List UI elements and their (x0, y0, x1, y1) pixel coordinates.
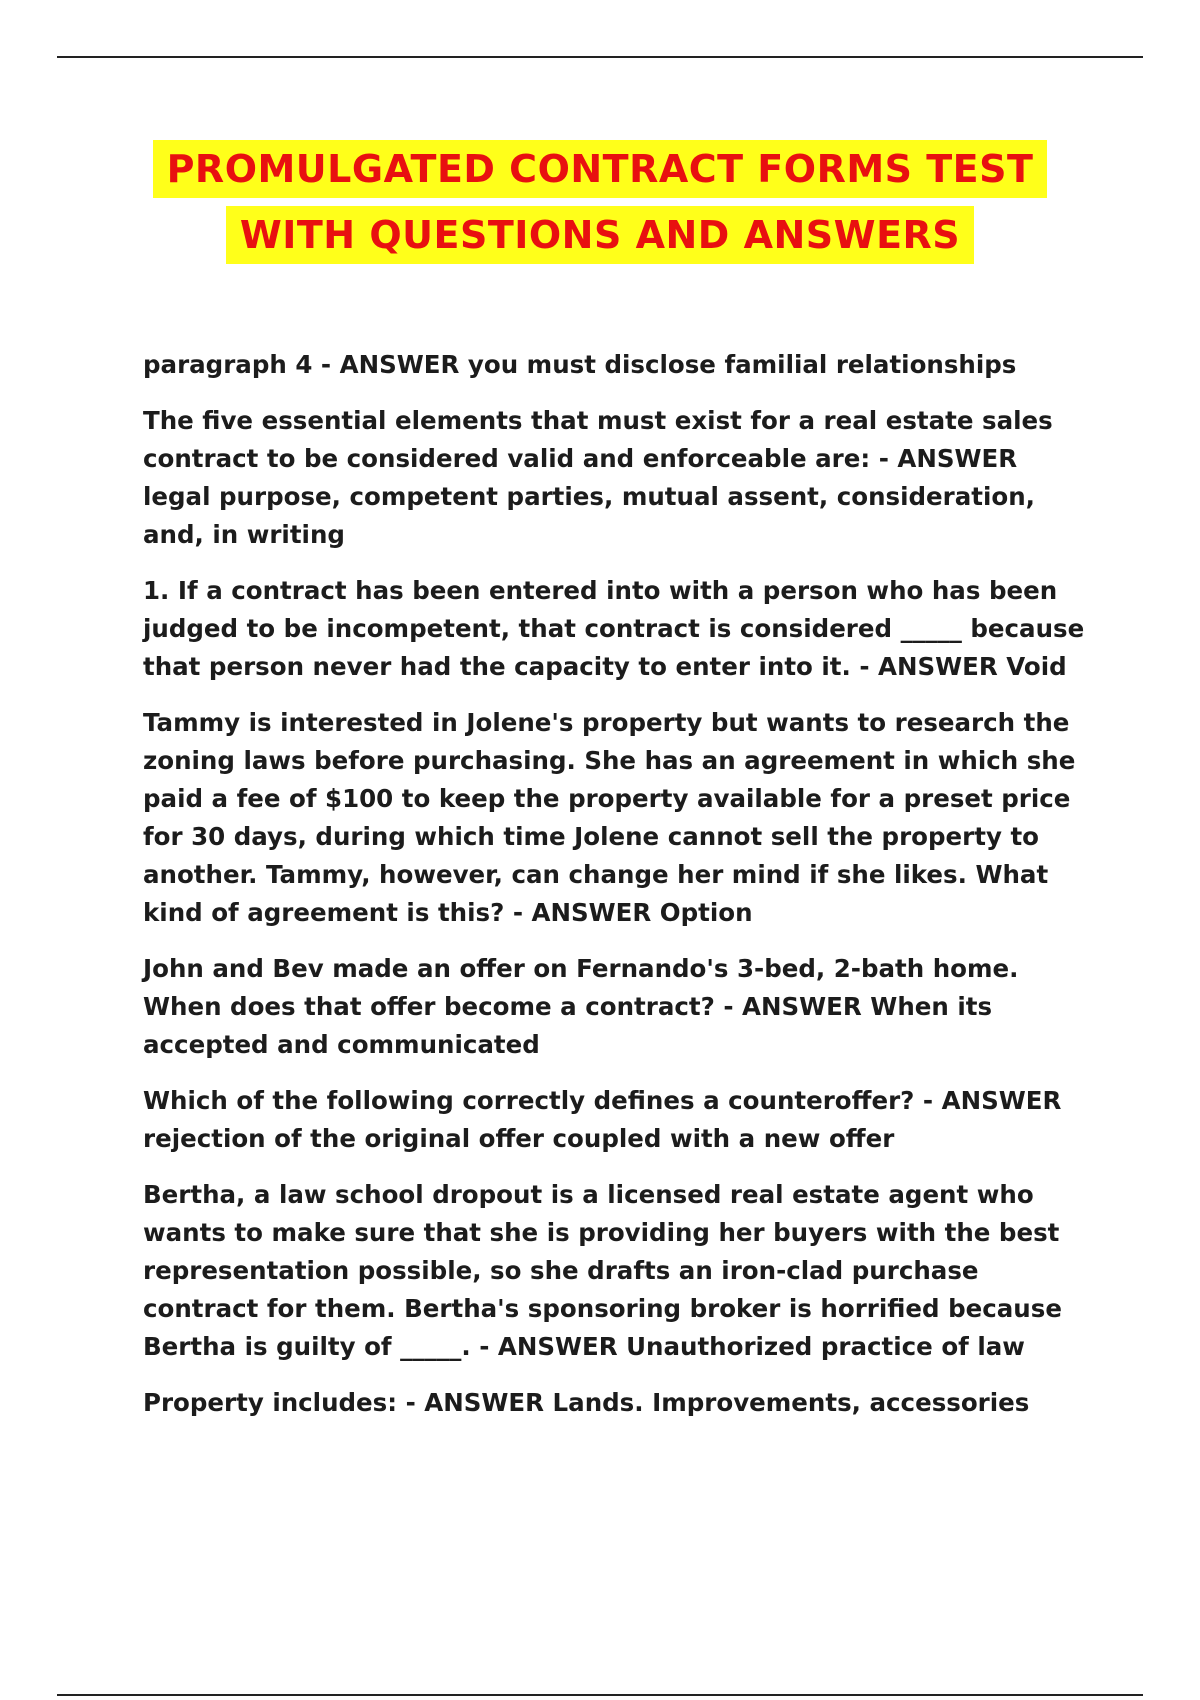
qa-item: Bertha, a law school dropout is a licensed real estate agent who wants to make sure that she is providing her buyers with the best representation possible, so she drafts an iron-clad purchase contract for them. Bertha's sponsoring broker is horrified because Bertha is guilty of _____. - ANSWER Unauthorized practice of law (143, 1180, 1062, 1361)
qa-item: John and Bev made an offer on Fernando's 3-bed, 2-bath home. When does that offer become a contract? - ANSWER When its accepted and communicated (143, 954, 1019, 1059)
qa-item: Property includes: - ANSWER Lands. Improvements, accessories (143, 1388, 1030, 1417)
title-line-2: WITH QUESTIONS AND ANSWERS (226, 206, 974, 264)
qa-list (143, 346, 1093, 1440)
document-title (0, 140, 1200, 264)
qa-item: paragraph 4 - ANSWER you must disclose familial relationships (143, 350, 1017, 379)
bottom-rule (57, 1694, 1143, 1696)
qa-item: The five essential elements that must exist for a real estate sales contract to be considered valid and enforceable are: - ANSWER legal purpose, competent parties, mutual assent, consideration, and, in writing (143, 406, 1053, 549)
top-rule (57, 56, 1143, 58)
title-line-1: PROMULGATED CONTRACT FORMS TEST (153, 140, 1048, 198)
qa-item: 1. If a contract has been entered into with a person who has been judged to be incompetent, that contract is considered _____ because that person never had the capacity to enter into it. - ANSWER Void (143, 576, 1085, 681)
qa-item: Which of the following correctly defines a counteroffer? - ANSWER rejection of the original offer coupled with a new offer (143, 1086, 1062, 1153)
qa-item: Tammy is interested in Jolene's property but wants to research the zoning laws before purchasing. She has an agreement in which she paid a fee of $100 to keep the property available for a preset price for 30 days, during which time Jolene cannot sell the property to another. Tammy, however, can change her mind if she likes. What kind of agreement is this? - ANSWER Option (143, 708, 1076, 927)
